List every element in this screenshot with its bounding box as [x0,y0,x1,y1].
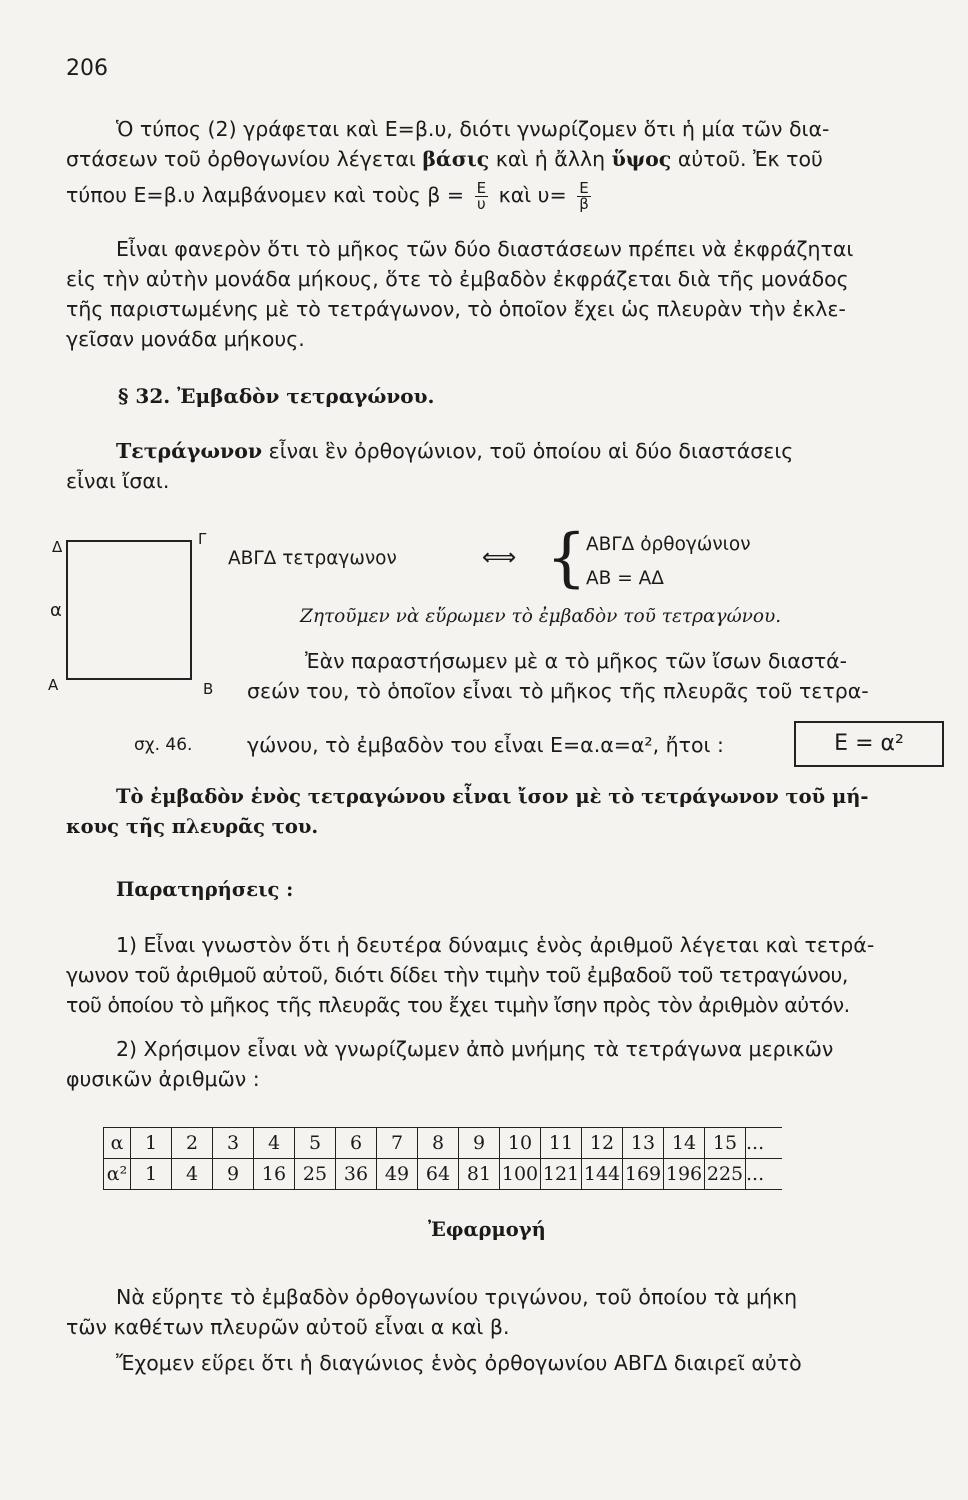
p1-text: τύπου Ε=β.υ λαμβάνομεν καὶ τοὺς β = [66,183,465,207]
table-cell: 8 [418,1128,459,1159]
p1-line-2 [66,144,823,174]
table-cell: 9 [213,1159,254,1190]
definition-text: εἶναι ἓν ὀρθογώνιον, τοῦ ὁποίου αἱ δύο διαστάσεις [268,439,794,463]
table-cell: 16 [254,1159,295,1190]
table-cell: 3 [213,1128,254,1159]
p2-line-1: Εἶναι φανερὸν ὅτι τὸ μῆκος τῶν δύο διαστάσεων πρέπει νὰ ἐκφράζηται [116,237,854,261]
application-line-2: τῶν καθέτων πλευρῶν αὐτοῦ εἶναι α καὶ β. [66,1315,510,1339]
definition-line-2: εἶναι ἴσαι. [66,469,170,493]
table-cell: 4 [172,1159,213,1190]
derivation-line-3: γώνου, τὸ ἐμβαδὸν του εἶναι Ε=α.α=α², ἤτοι : [247,733,724,757]
equiv-arrow: ⟺ [482,543,517,571]
term-basis: βάσις [422,147,490,171]
table-ellipsis: ... [746,1128,783,1159]
table-cell: 13 [623,1128,664,1159]
italic-statement: Ζητοῦμεν νὰ εὕρωμεν τὸ ἐμβαδὸν τοῦ τετραγώνου. [300,606,782,627]
side-label-a: α [50,600,62,621]
application-line-1: Νὰ εὕρητε τὸ ἐμβαδὸν ὀρθογωνίου τριγώνου, τοῦ ὁποίου τὰ μήκη [116,1285,798,1309]
table-cell: 169 [623,1159,664,1190]
table-cell: 6 [336,1128,377,1159]
vertex-label-a: Α [48,676,59,694]
fraction-e-over-b: $\frac{E}{\beta}$ [579,178,589,213]
table-cell: 49 [377,1159,418,1190]
derivation-line-1: Ἐὰν παραστήσωμεν μὲ α τὸ μῆκος τῶν ἴσων διαστά- [305,649,848,673]
table-cell: 196 [664,1159,705,1190]
table-row-squares [104,1159,783,1190]
term-height: ὕψος [611,147,672,171]
p2-line-4: γεῖσαν μονάδα μήκους. [66,327,305,351]
equiv-left: ΑΒΓΔ τετραγωνον [228,548,397,569]
table-cell: 144 [582,1159,623,1190]
remark1-line-2: γωνον τοῦ ἀριθμοῦ αὐτοῦ, διότι δίδει τὴν τιμὴν τοῦ ἐμβαδοῦ τοῦ τετραγώνου, [66,963,848,987]
p1-text: αὐτοῦ. Ἐκ τοῦ [677,147,823,171]
theorem-line-1: Τὸ ἐμβαδὸν ἑνὸς τετραγώνου εἶναι ἴσον μὲ τὸ τετράγωνον τοῦ μή- [116,785,869,808]
remark1-line-1: 1) Εἶναι γνωστὸν ὅτι ἡ δευτέρα δύναμις ἑνὸς ἀριθμοῦ λέγεται καὶ τετρά- [116,933,875,957]
p1-text: καὶ ἡ ἄλλη [495,147,606,171]
table-cell: 2 [172,1128,213,1159]
remark2-line-1: 2) Χρήσιμον εἶναι νὰ γνωρίζωμεν ἀπὸ μνήμης τὰ τετράγωνα μερικῶν [116,1037,834,1061]
p1-text: καὶ υ= [498,183,567,207]
table-cell: 10 [500,1128,541,1159]
p1-text: στάσεων τοῦ ὀρθογωνίου λέγεται [66,147,416,171]
square-figure [66,540,192,680]
table-cell: 7 [377,1128,418,1159]
table-cell: 9 [459,1128,500,1159]
table-cell: 14 [664,1128,705,1159]
table-cell: 25 [295,1159,336,1190]
table-cell: 64 [418,1159,459,1190]
remarks-title: Παρατηρήσεις : [116,878,294,901]
table-cell: 15 [705,1128,746,1159]
p1-line-3 [66,180,595,212]
table-ellipsis: ... [746,1159,783,1190]
p1-line-1: Ὁ τύπος (2) γράφεται καὶ Ε=β.υ, διότι γνωρίζομεν ὅτι ἡ μία τῶν δια- [116,117,830,141]
application-line-3: Ἔχομεν εὕρει ὅτι ἡ διαγώνιος ἑνὸς ὀρθογωνίου ΑΒΓΔ διαιρεῖ αὐτὸ [116,1351,802,1375]
vertex-label-b: Β [203,680,214,698]
table-cell: 36 [336,1159,377,1190]
figure-caption: σχ. 46. [134,735,193,755]
table-header-a: α [104,1128,131,1159]
table-cell: 11 [541,1128,582,1159]
table-cell: 1 [131,1128,172,1159]
term-square: Τετράγωνον [116,439,263,463]
application-title: Ἐφαρμογή [428,1218,546,1241]
remark2-line-2: φυσικῶν ἀριθμῶν : [66,1067,260,1091]
vertex-label-g: Γ [198,530,207,548]
table-cell: 1 [131,1159,172,1190]
table-cell: 81 [459,1159,500,1190]
table-cell: 4 [254,1128,295,1159]
table-row-numbers [104,1128,783,1159]
formula-box: Ε = α² [794,721,944,767]
table-header-a-squared: α² [104,1159,131,1190]
equiv-right-2: ΑΒ = ΑΔ [586,568,664,589]
table-cell: 121 [541,1159,582,1190]
equiv-right-1: ΑΒΓΔ ὀρθογώνιον [586,534,751,555]
squares-table [103,1127,782,1190]
table-cell: 100 [500,1159,541,1190]
table-cell: 225 [705,1159,746,1190]
curly-brace: { [546,521,587,595]
page-number: 206 [66,56,108,81]
remark1-line-3: τοῦ ὁποίου τὸ μῆκος τῆς πλευρᾶς του ἔχει τιμὴν ἴσην πρὸς τὸν ἀριθμὸν αὐτόν. [66,993,850,1017]
fraction-e-over-u: $\frac{E}{\upsilon}$ [476,178,487,213]
definition-line-1 [116,436,793,466]
p2-line-2: εἰς τὴν αὐτὴν μονάδα μήκους, ὅτε τὸ ἐμβαδὸν ἐκφράζεται διὰ τῆς μονάδος [66,267,849,291]
table-cell: 5 [295,1128,336,1159]
table-cell: 12 [582,1128,623,1159]
section-title: § 32. Ἐμβαδὸν τετραγώνου. [118,384,435,408]
derivation-line-2: σεών του, τὸ ὁποῖον εἶναι τὸ μῆκος τῆς πλευρᾶς τοῦ τετρα- [247,679,869,703]
vertex-label-d: Δ [52,538,63,556]
theorem-line-2: κους τῆς πλευρᾶς του. [66,815,319,838]
p2-line-3: τῆς παριστωμένης μὲ τὸ τετράγωνον, τὸ ὁποῖον ἔχει ὡς πλευρὰν τὴν ἐκλε- [66,297,846,321]
